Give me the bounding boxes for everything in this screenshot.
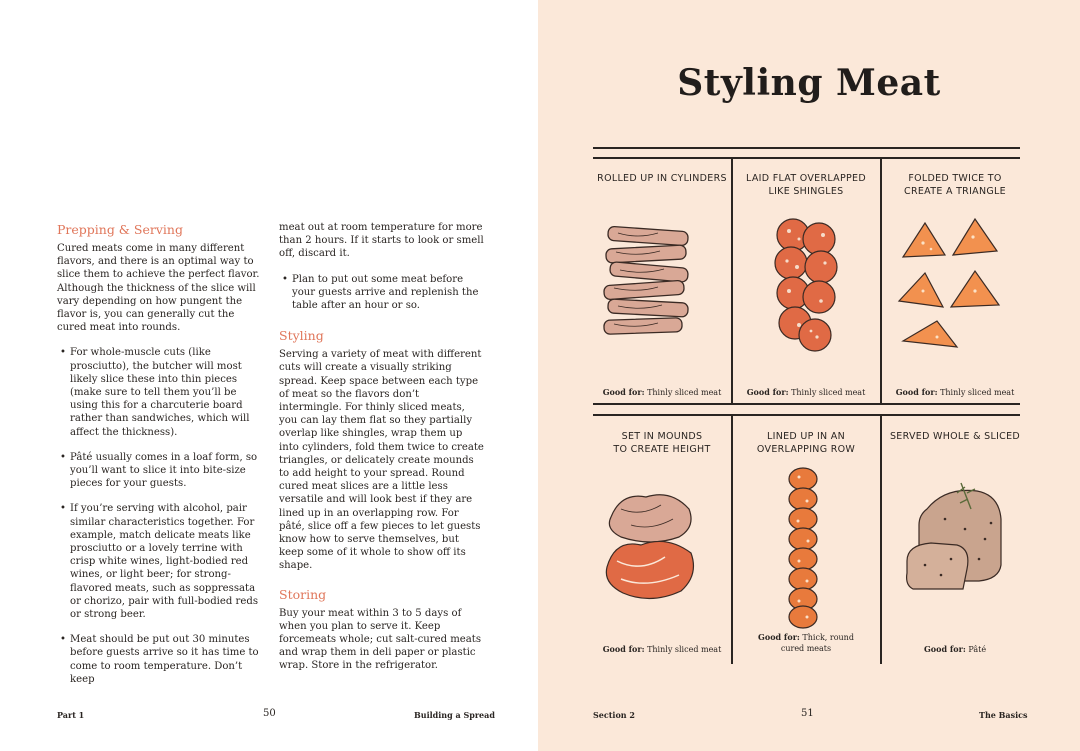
page-number-left: 50: [263, 708, 276, 719]
cell-label-shingles: LAID FLAT OVERLAPPED LIKE SHINGLES: [746, 173, 866, 197]
styling-heading: Styling: [279, 328, 324, 344]
sausage-row-icon: [783, 465, 823, 630]
good-for-triangles: Good for: Thinly sliced meat: [895, 387, 1015, 397]
folded-triangles-icon: [895, 215, 1005, 355]
left-column-1: [57, 222, 260, 698]
footer-chapter-left: Building a Spread: [414, 710, 495, 720]
meat-mounds-icon: [601, 487, 701, 607]
prepping-bullets-continued: [279, 273, 484, 313]
cell-label-row: LINED UP IN AN OVERLAPPING ROW: [756, 431, 856, 455]
prepping-bullets: [57, 346, 260, 686]
prepping-intro: Cured meats come in many different flavors, and there is an optimal way to slice them to achieve the perfect flavor. Although the thickness of the slice will vary depending on how pungent the flavor is, you can generally cut the cured meat into rounds.: [57, 243, 260, 334]
good-for-row: Good for: Thick, round cured meats: [758, 632, 854, 653]
storing-body: Buy your meat within 3 to 5 days of when you plan to serve it. Keep forcemeats whole; cut salt-cured meats and wrap them in deli paper or plastic wrap. Store in the refrigerator.: [279, 607, 482, 672]
grid-rule: [593, 414, 1020, 416]
bullet-item: • Pâté usually comes in a loaf form, so you’ll want to slice it into bite-size pieces for your guests.: [57, 451, 260, 491]
footer-chapter-right: The Basics: [979, 710, 1028, 720]
storing-heading: Storing: [279, 586, 327, 602]
cell-label-rolled: ROLLED UP IN CYLINDERS: [597, 173, 727, 184]
bullet-item: • If you’re serving with alcohol, pair similar characteristics together. For example, match delicate meats like prosciutto or a lovely terrine with crisp white wines, light-bodied red wines, or light beer; for strong-flavored meats, such as soppressata or chorizo, pair with full-bodied reds or strong beer.: [57, 502, 260, 621]
cell-label-pate: SERVED WHOLE & SLICED: [889, 431, 1021, 442]
good-for-pate: Good for: Pâté: [923, 644, 987, 654]
left-column-2: [279, 221, 484, 685]
bullet-item: • Meat should be put out 30 minutes before guests arrive so it has time to come to room temperature. Don’t keep: [57, 633, 260, 686]
good-for-rolled: Good for: Thinly sliced meat: [602, 387, 722, 397]
bullet-item: • For whole-muscle cuts (like prosciutto), the butcher will most likely slice these into thin pieces (make sure to tell them you’ll be using this for a charcuterie board rather than sandwiches, which will affect the thickness).: [57, 346, 260, 438]
styling-body: Serving a variety of meat with different cuts will create a visually striking spread. Keep space between each type of meat so the flavors don’t intermingle. For thinly sliced meats, you can lay them flat so they partially overlap like shingles, wrap them up into cylinders, fold them twice to create triangles, or delicately create mounds to add height to your spread. Round cured meat slices are a little less versatile and will look best if they are lined up in an overlapping row. For pâté, slice off a few pieces to let guests know how to serve themselves, but keep some of it whole to show off its shape.: [279, 349, 484, 572]
footer-part: Part 1: [57, 710, 85, 720]
prepping-continued: meat out at room temperature for more than 2 hours. If it starts to look or smell off, discard it.: [279, 222, 484, 260]
salami-shingles-icon: [763, 217, 853, 357]
grid-rule: [593, 403, 1020, 405]
grid-rule: [593, 157, 1020, 159]
footer-section: Section 2: [593, 710, 635, 720]
styling-grid: [593, 147, 1020, 664]
page-title: Styling Meat: [677, 62, 941, 104]
good-for-shingles: Good for: Thinly sliced meat: [746, 387, 866, 397]
cell-label-triangles: FOLDED TWICE TO CREATE A TRIANGLE: [904, 173, 1006, 197]
rolled-meat-icon: [598, 217, 698, 347]
pate-loaf-icon: [905, 479, 1005, 594]
bullet-item: • Plan to put out some meat before your guests arrive and replenish the table after an hour or so.: [279, 273, 484, 313]
page-number-right: 51: [801, 708, 814, 719]
grid-rule: [593, 147, 1020, 149]
prepping-heading: Prepping & Serving: [57, 222, 183, 237]
grid-rule: [880, 414, 882, 664]
cell-label-mounds: SET IN MOUNDS TO CREATE HEIGHT: [613, 431, 711, 455]
good-for-mounds: Good for: Thinly sliced meat: [602, 644, 722, 654]
